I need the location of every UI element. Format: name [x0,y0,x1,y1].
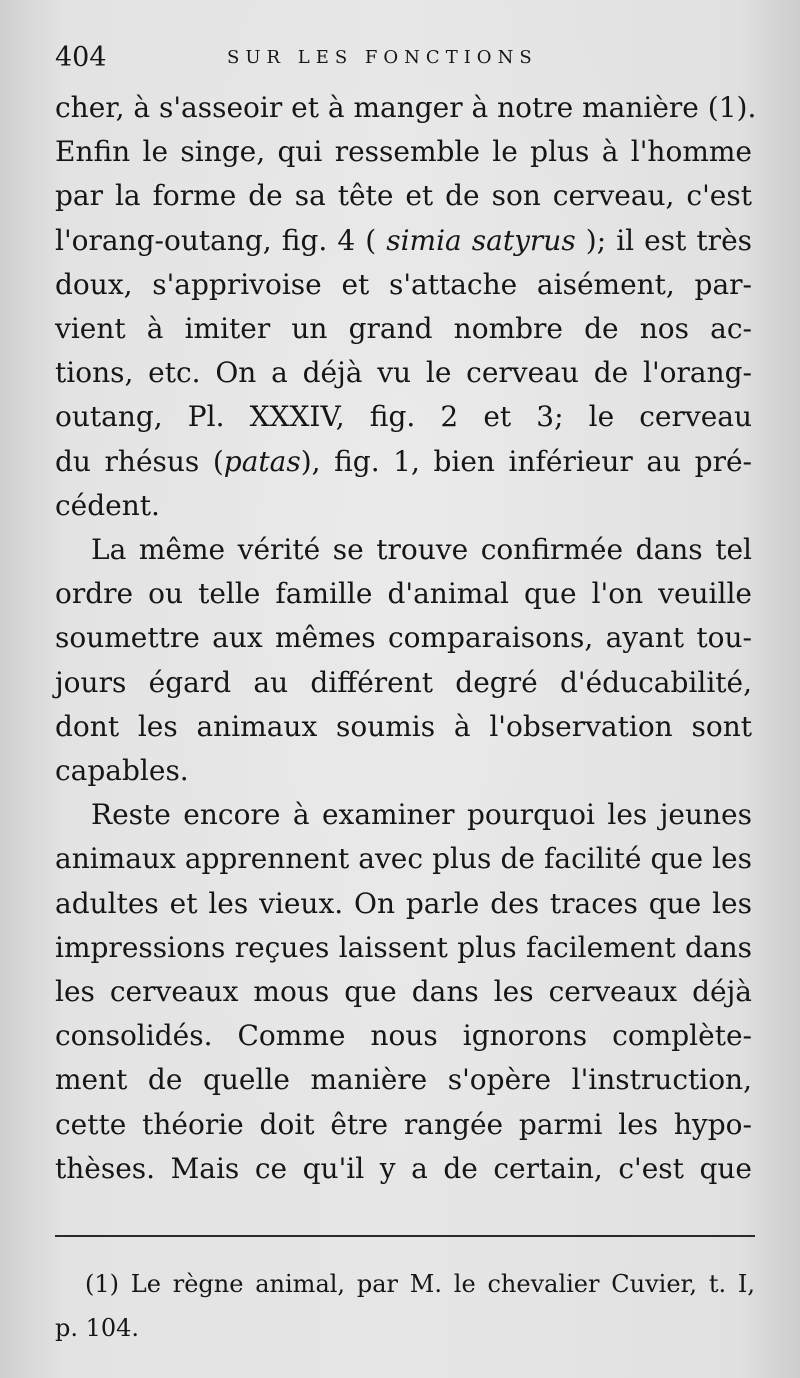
text-line: l'orang-outang, fig. 4 ( simia satyrus ); il est très [55,223,753,257]
paragraph-3 [55,793,752,1191]
body-text [55,86,757,1191]
text-line: du rhésus (patas), fig. 1, bien inférieur au pré- [55,444,752,478]
footnote [55,1262,755,1350]
paragraph-2 [55,528,752,793]
footnote-line: (1) Le règne animal, par M. le chevalier Cuvier, t. I, [85,1270,755,1298]
text-line: cédent. [55,488,160,522]
text-line: La même vérité se trouve confirmée dans tel [91,533,752,567]
italic-species-name: simia satyrus [386,223,576,257]
running-head: SUR LES FONCTIONS [227,47,538,68]
text-line: doux, s'apprivoise et s'attache aisément, par- [55,267,752,301]
text-line: soumettre aux mêmes comparaisons, ayant tou- [55,621,752,655]
text-line: thèses. Mais ce qu'il y a de certain, c'est que [55,1151,752,1185]
paragraph-1 [55,86,757,528]
footnote-rule [55,1235,755,1237]
page-header [55,38,755,78]
text-line: cette théorie doit être rangée parmi les hypo- [55,1107,752,1141]
text-line: ment de quelle manière s'opère l'instruction, [55,1063,752,1097]
text-line: outang, Pl. XXXIV, fig. 2 et 3; le cerveau [55,400,752,434]
text-line: les cerveaux mous que dans les cerveaux déjà [55,975,752,1009]
text-line: jours égard au différent degré d'éducabilité, [55,665,752,699]
text-line: consolidés. Comme nous ignorons complète- [55,1019,752,1053]
text-line: animaux apprennent avec plus de facilité que les [55,842,752,876]
text-line: vient à imiter un grand nombre de nos ac- [55,312,752,346]
text-line: par la forme de sa tête et de son cerveau, c'est [55,179,752,213]
text-line: capables. [55,754,189,788]
text-line: ordre ou telle famille d'animal que l'on veuille [55,577,752,611]
text-line: tions, etc. On a déjà vu le cerveau de l'orang- [55,356,752,390]
italic-species-name: patas [223,444,301,478]
text-line: dont les animaux soumis à l'observation sont [55,709,752,743]
text-line: cher, à s'asseoir et à manger à notre manière (1). [55,91,757,124]
text-line: Enfin le singe, qui ressemble le plus à l'homme [55,135,752,169]
text-line: impressions reçues laissent plus facilement dans [55,930,752,964]
page-number: 404 [55,42,107,73]
text-line: Reste encore à examiner pourquoi les jeunes [91,798,752,832]
text-line: adultes et les vieux. On parle des traces que les [55,886,752,920]
footnote-line: p. 104. [55,1314,140,1342]
